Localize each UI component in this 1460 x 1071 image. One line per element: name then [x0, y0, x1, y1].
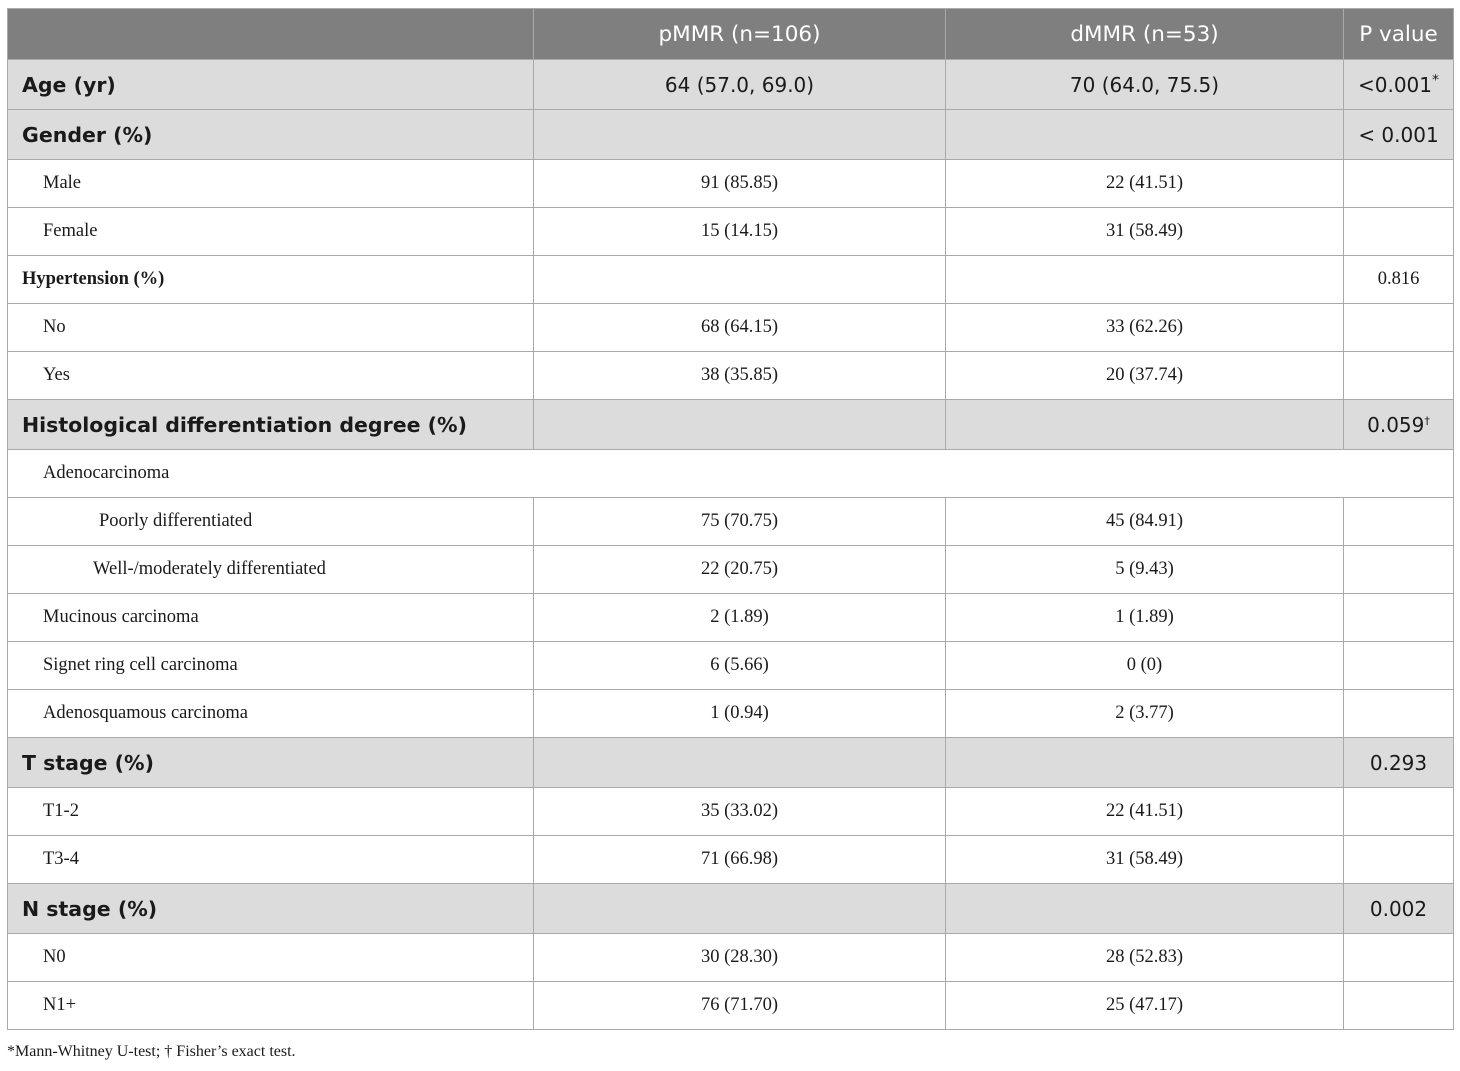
pmmr-value	[534, 256, 946, 304]
dmmr-value: 0 (0)	[946, 642, 1344, 690]
p-value-text: 0.059	[1367, 412, 1425, 437]
dmmr-value: 28 (52.83)	[946, 934, 1344, 982]
table-row-histology	[8, 400, 1454, 450]
dmmr-value: 31 (58.49)	[946, 208, 1344, 256]
p-value: 0.002	[1344, 884, 1454, 934]
row-label: N stage (%)	[8, 884, 534, 934]
p-value	[1344, 788, 1454, 836]
characteristics-table	[7, 8, 1454, 1030]
table-row-mucinous	[8, 594, 1454, 642]
row-label: Adenocarcinoma	[8, 450, 1454, 498]
table-row-t1-2	[8, 788, 1454, 836]
table-row-hypertension-yes	[8, 352, 1454, 400]
pmmr-value	[534, 884, 946, 934]
dmmr-value	[946, 110, 1344, 160]
table-row-hypertension-no	[8, 304, 1454, 352]
table-row-adenosquamous	[8, 690, 1454, 738]
dmmr-value: 33 (62.26)	[946, 304, 1344, 352]
table-footnote: *Mann-Whitney U-test; † Fisher’s exact test.	[7, 1043, 296, 1060]
dmmr-value: 22 (41.51)	[946, 160, 1344, 208]
p-value-mark: †	[1424, 413, 1430, 427]
p-value	[1344, 934, 1454, 982]
table-row-well-differentiated	[8, 546, 1454, 594]
row-label: T stage (%)	[8, 738, 534, 788]
table-row-female	[8, 208, 1454, 256]
dmmr-value	[946, 256, 1344, 304]
p-value	[1344, 690, 1454, 738]
p-value	[1344, 400, 1454, 450]
row-label: Gender (%)	[8, 110, 534, 160]
row-label: Poorly differentiated	[8, 498, 534, 546]
p-value: 0.293	[1344, 738, 1454, 788]
dmmr-value: 22 (41.51)	[946, 788, 1344, 836]
table-row-n-stage	[8, 884, 1454, 934]
p-value-mark: *	[1432, 71, 1439, 88]
row-label: Well-/moderately differentiated	[8, 546, 534, 594]
header-pmmr: pMMR (n=106)	[534, 9, 946, 60]
header-dmmr: dMMR (n=53)	[946, 9, 1344, 60]
row-label: Yes	[8, 352, 534, 400]
header-characteristic	[8, 9, 534, 60]
p-value	[1344, 352, 1454, 400]
dmmr-value	[946, 738, 1344, 788]
table-row-poorly-differentiated	[8, 498, 1454, 546]
pmmr-value: 30 (28.30)	[534, 934, 946, 982]
p-value	[1344, 498, 1454, 546]
dmmr-value: 70 (64.0, 75.5)	[946, 60, 1344, 110]
dmmr-value	[946, 400, 1344, 450]
p-value	[1344, 304, 1454, 352]
pmmr-value: 2 (1.89)	[534, 594, 946, 642]
row-label: Histological differentiation degree (%)	[8, 400, 534, 450]
dmmr-value	[946, 884, 1344, 934]
p-value	[1344, 642, 1454, 690]
dmmr-value: 31 (58.49)	[946, 836, 1344, 884]
p-value: 0.816	[1344, 256, 1454, 304]
p-value	[1344, 60, 1454, 110]
row-label: Adenosquamous carcinoma	[8, 690, 534, 738]
row-label: Mucinous carcinoma	[8, 594, 534, 642]
pmmr-value: 6 (5.66)	[534, 642, 946, 690]
table-row-adenocarcinoma	[8, 450, 1454, 498]
row-label: No	[8, 304, 534, 352]
p-value	[1344, 982, 1454, 1030]
dmmr-value: 45 (84.91)	[946, 498, 1344, 546]
row-label: N1+	[8, 982, 534, 1030]
row-label: T3-4	[8, 836, 534, 884]
p-value	[1344, 208, 1454, 256]
pmmr-value: 76 (71.70)	[534, 982, 946, 1030]
table-row-age	[8, 60, 1454, 110]
pmmr-value: 64 (57.0, 69.0)	[534, 60, 946, 110]
row-label: Female	[8, 208, 534, 256]
p-value	[1344, 594, 1454, 642]
row-label: T1-2	[8, 788, 534, 836]
pmmr-value: 75 (70.75)	[534, 498, 946, 546]
p-value-text: <0.001	[1357, 72, 1432, 97]
pmmr-value: 1 (0.94)	[534, 690, 946, 738]
dmmr-value: 25 (47.17)	[946, 982, 1344, 1030]
header-p-value: P value	[1344, 9, 1454, 60]
table-container	[7, 8, 1453, 1030]
table-row-hypertension	[8, 256, 1454, 304]
row-label: Male	[8, 160, 534, 208]
pmmr-value	[534, 400, 946, 450]
table-row-n1	[8, 982, 1454, 1030]
pmmr-value: 35 (33.02)	[534, 788, 946, 836]
dmmr-value: 5 (9.43)	[946, 546, 1344, 594]
table-row-signet-ring	[8, 642, 1454, 690]
pmmr-value: 15 (14.15)	[534, 208, 946, 256]
dmmr-value: 2 (3.77)	[946, 690, 1344, 738]
pmmr-value: 38 (35.85)	[534, 352, 946, 400]
row-label: Hypertension (%)	[8, 256, 534, 304]
row-label: Signet ring cell carcinoma	[8, 642, 534, 690]
table-row-male	[8, 160, 1454, 208]
p-value	[1344, 546, 1454, 594]
p-value	[1344, 836, 1454, 884]
pmmr-value: 22 (20.75)	[534, 546, 946, 594]
row-label: N0	[8, 934, 534, 982]
pmmr-value	[534, 738, 946, 788]
table-row-t-stage	[8, 738, 1454, 788]
p-value: < 0.001	[1344, 110, 1454, 160]
row-label: Age (yr)	[8, 60, 534, 110]
table-row-t3-4	[8, 836, 1454, 884]
table-row-gender	[8, 110, 1454, 160]
pmmr-value	[534, 110, 946, 160]
table-row-n0	[8, 934, 1454, 982]
dmmr-value: 1 (1.89)	[946, 594, 1344, 642]
dmmr-value: 20 (37.74)	[946, 352, 1344, 400]
table-header-row	[8, 9, 1454, 60]
pmmr-value: 68 (64.15)	[534, 304, 946, 352]
p-value	[1344, 160, 1454, 208]
pmmr-value: 91 (85.85)	[534, 160, 946, 208]
pmmr-value: 71 (66.98)	[534, 836, 946, 884]
